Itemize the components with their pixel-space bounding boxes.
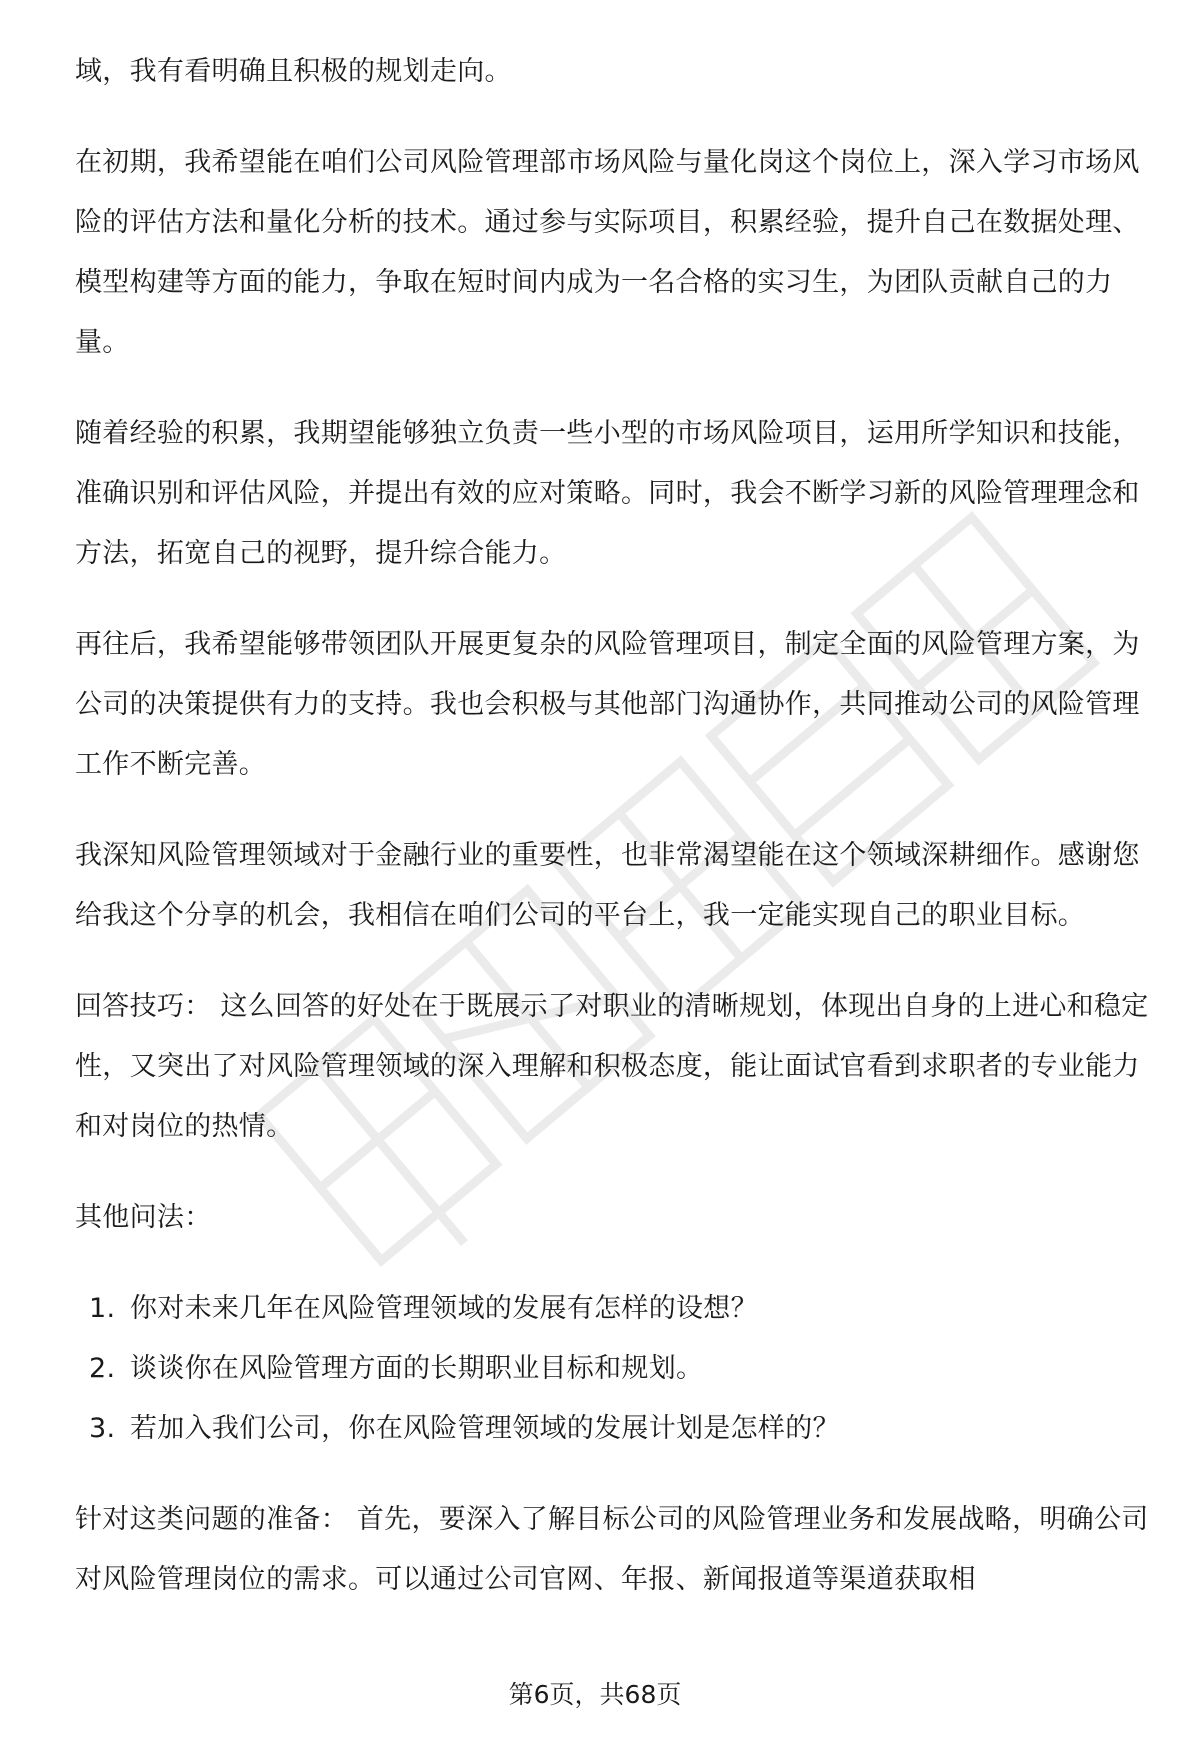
list-item [75, 1339, 1165, 1399]
paragraph-answer-tips: 回答技巧： 这么回答的好处在于既展示了对职业的清晰规划，体现出自身的上进心和稳定性，又突出了对风险管理领域的深入理解和积极态度，能让面试官看到求职者的专业能力和对岗位的热情。 [75, 991, 1149, 1142]
list-item-number: 3. [89, 1413, 116, 1444]
list-item [75, 1279, 1165, 1339]
list-item-text: 你对未来几年在风险管理领域的发展有怎样的设想？ [130, 1293, 758, 1324]
paragraph-preparation: 针对这类问题的准备： 首先，要深入了解目标公司的风险管理业务和发展战略，明确公司对风险管理岗位的需求。可以通过公司官网、年报、新闻报道等渠道获取相 [75, 1504, 1149, 1595]
paragraph-continuation: 域，我有看明确且积极的规划走向。 [75, 56, 512, 87]
paragraph-leadership-stage: 再往后，我希望能够带领团队开展更复杂的风险管理项目，制定全面的风险管理方案，为公司的决策提供有力的支持。我也会积极与其他部门沟通协作，共同推动公司的风险管理工作不断完善。 [75, 629, 1140, 780]
list-item-text: 若加入我们公司，你在风险管理领域的发展计划是怎样的？ [130, 1413, 840, 1444]
paragraph-conclusion: 我深知风险管理领域对于金融行业的重要性，也非常渴望能在这个领域深耕细作。感谢您给我这个分享的机会，我相信在咱们公司的平台上，我一定能实现自己的职业目标。 [75, 840, 1140, 931]
page-number-footer: 第6页，共68页 [508, 1680, 682, 1709]
paragraph-experience-stage: 随着经验的积累，我期望能够独立负责一些小型的市场风险项目，运用所学知识和技能，准确识别和评估风险，并提出有效的应对策略。同时，我会不断学习新的风险管理理念和方法，拓宽自己的视野，提升综合能力。 [75, 418, 1140, 569]
paragraph-initial-stage: 在初期，我希望能在咱们公司风险管理部市场风险与量化岗这个岗位上，深入学习市场风险的评估方法和量化分析的技术。通过参与实际项目，积累经验，提升自己在数据处理、模型构建等方面的能力，争取在短时间内成为一名合格的实习生，为团队贡献自己的力量。 [75, 147, 1140, 358]
list-item-number: 2. [89, 1353, 116, 1384]
other-questions-list [75, 1279, 1165, 1459]
paragraph-other-questions-heading: 其他问法： [75, 1202, 212, 1233]
list-item [75, 1399, 1165, 1459]
list-item-number: 1. [89, 1293, 116, 1324]
list-item-text: 谈谈你在风险管理方面的长期职业目标和规划。 [130, 1353, 704, 1384]
document-body [75, 42, 1165, 1641]
